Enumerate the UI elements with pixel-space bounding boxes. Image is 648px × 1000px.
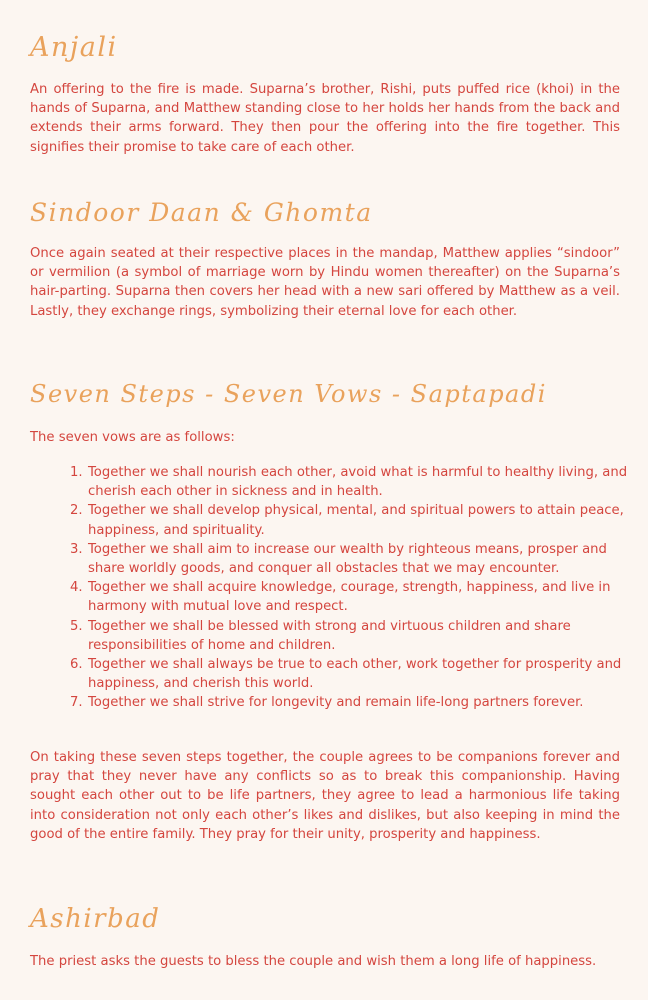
document-page: [30, 0, 628, 1000]
saptapadi-closing-paragraph: On taking these seven steps together, the couple agrees to be companions forever and pray that they never have any conflicts so as to break this companionship. Having sought each other out to be life partners, they agree to lead a harmonious life taking into consideration not only each other’s likes and dislikes, but also keeping in mind the good of the entire family. They pray for their unity, prosperity and happiness.: [30, 750, 620, 842]
list-number: 1.: [70, 465, 83, 480]
vow-text: Together we shall strive for longevity and remain life-long partners forever.: [88, 695, 584, 711]
vow-text: Together we shall nourish each other, avoid what is harmful to healthy living, and cherish each other in sickness and in health.: [88, 465, 628, 500]
ashirbad-heading: Ashirbad: [30, 904, 161, 934]
list-item: [70, 501, 628, 539]
vow-text: Together we shall acquire knowledge, courage, strength, happiness, and live in harmony with mutual love and respect.: [88, 580, 611, 615]
sindoor-paragraph: Once again seated at their respective places in the mandap, Matthew applies “sindoor” or vermilion (a symbol of marriage worn by Hindu women thereafter) on the Suparna’s hair-parting. Suparna then covers her head with a new sari offered by Matthew as a veil. Lastly, they exchange rings, symbolizing their eternal love for each other.: [30, 246, 620, 319]
list-number: 2.: [70, 503, 83, 519]
list-number: 5.: [70, 618, 83, 634]
anjali-paragraph: An offering to the fire is made. Suparna’s brother, Rishi, puts puffed rice (khoi) in the hands of Suparna, and Matthew standing close to her holds her hands from the back and extends their arms forward. They then pour the offering into the fire together. This signifies their promise to take care of each other.: [30, 82, 620, 155]
list-item: [70, 617, 628, 655]
ashirbad-paragraph: The priest asks the guests to bless the couple and wish them a long life of happiness.: [30, 954, 597, 969]
list-item: [70, 463, 628, 501]
list-item: [70, 693, 628, 712]
vow-text: Together we shall be blessed with strong and virtuous children and share responsibilities of home and children.: [88, 618, 571, 653]
list-item: [70, 540, 628, 578]
list-item: [70, 578, 628, 616]
vow-text: Together we shall always be true to each other, work together for prosperity and happiness, and cherish this world.: [88, 657, 622, 692]
list-number: 7.: [70, 695, 83, 711]
list-item: [70, 655, 628, 693]
vows-intro: The seven vows are as follows:: [30, 430, 235, 445]
vows-list: [70, 463, 628, 713]
vow-text: Together we shall develop physical, mental, and spiritual powers to attain peace, happiness, and spirituality.: [88, 503, 624, 538]
sindoor-heading: Sindoor Daan & Ghomta: [30, 198, 373, 227]
anjali-heading: Anjali: [30, 32, 118, 63]
saptapadi-heading: Seven Steps - Seven Vows - Saptapadi: [30, 380, 547, 408]
list-number: 4.: [70, 580, 83, 596]
list-number: 6.: [70, 657, 83, 673]
vow-text: Together we shall aim to increase our wealth by righteous means, prosper and share worldly goods, and conquer all obstacles that we may encounter.: [88, 541, 607, 577]
list-number: 3.: [70, 541, 83, 557]
